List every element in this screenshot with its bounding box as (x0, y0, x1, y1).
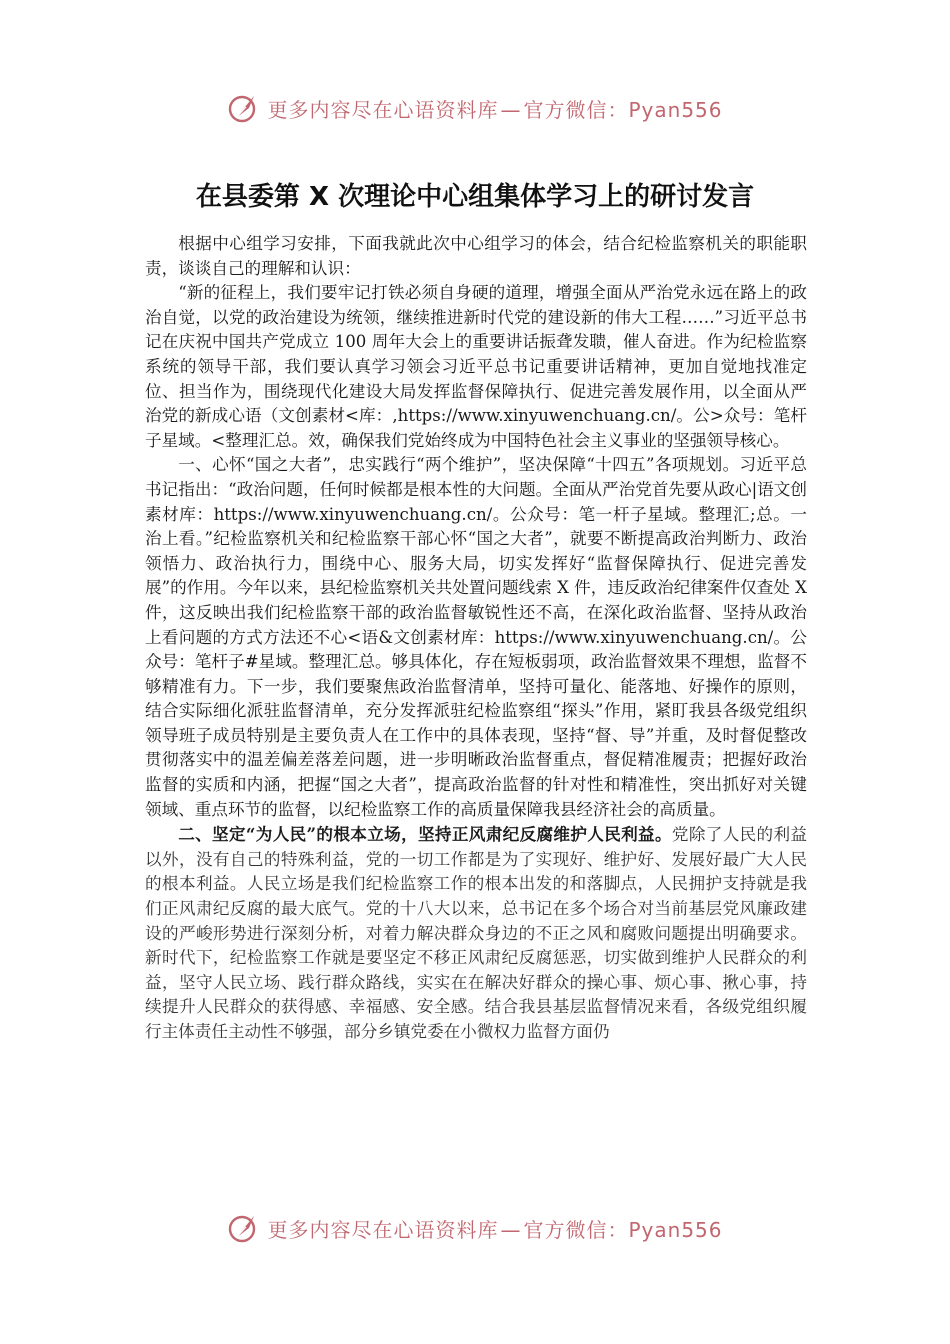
section-text: 党除了人民的利益以外，没有自己的特殊利益，党的一切工作都是为了实现好、维护好、发展好最广大人民的根本利益。人民立场是我们纪检监察工作的根本出发的和落脚点，人民拥护支持就是我们正风肃纪反腐的最大底气。党的十八大以来，总书记在多个场合对当前基层党风廉政建设的严峻形势进行深刻分析，对着力解决群众身边的不正之风和腐败问题提出明确要求。新时代下，纪检监察工作就是要坚定不移正风肃纪反腐惩恶，切实做到维护人民群众的利益，坚守人民立场、践行群众路线，实实在在解决好群众的操心事、烦心事、揪心事，持续提升人民群众的获得感、幸福感、安全感。结合我县基层监督情况来看，各级党组织履行主体责任主动性不够强，部分乡镇党委在小微权力监督方面仍 (145, 825, 808, 1041)
footer-banner (0, 1208, 950, 1248)
paragraph: 一、心怀“国之大者”，忠实践行“两个维护”，坚决保障“十四五”各项规划。习近平总书记指出：“政治问题，任何时候都是根本性的大问题。全面从严治党首先要从政心|语文创素材库：https://www.xinyuwenchuang.cn/。公众号：笔一杆子星域。整理汇;总。一治上看。”纪检监察机关和纪检监察干部心怀“国之大者”，就要不断提高政治判断力、政治领悟力、政治执行力，围绕中心、服务大局，切实发挥好“监督保障执行、促进完善发展”的作用。今年以来，县纪检监察机关共处置问题线索 X 件，违反政治纪律案件仅查处 X 件，这反映出我们纪检监察干部的政治监督敏锐性还不高，在深化政治监督、坚持从政治上看问题的方式方法还不心<语&文创素材库：https://www.xinyuwenchuang.cn/。公众号：笔杆子#星域。整理汇总。够具体化，存在短板弱项，政治监督效果不理想，监督不够精准有力。下一步，我们要聚焦政治监督清单，坚持可量化、能落地、好操作的原则，结合实际细化派驻监督清单，充分发挥派驻纪检监察组“探头”作用，紧盯我县各级党组织领导班子成员特别是主要负责人在工作中的具体表现，坚持“督、导”并重，及时督促整改贯彻落实中的温差偏差落差问题，进一步明晰政治监督重点，督促精准履责；把握好政治监督的实质和内涵，把握“国之大者”，提高政治监督的针对性和精准性，突出抓好对关键领域、重点环节的监督，以纪检监察工作的高质量保障我县经济社会的高质量。 (145, 455, 807, 819)
section-heading: 二、坚定“为人民”的根本立场，坚持正风肃纪反腐维护人民利益。 (178, 824, 672, 845)
quill-logo-icon (227, 91, 261, 125)
banner-text: 更多内容尽在心语资料库 — 官方微信：Pyan556 (267, 1217, 723, 1242)
paragraph (145, 822, 807, 1044)
document-title: 在县委第 X 次理论中心组集体学习上的研讨发言 (195, 182, 755, 212)
paragraph: “新的征程上，我们要牢记打铁必须自身硬的道理，增强全面从严治党永远在路上的政治自觉，以党的政治建设为统领，继续推进新时代党的建设新的伟大工程……”习近平总书记在庆祝中国共产党成立 100 周年大会上的重要讲话振聋发聩，催人奋进。作为纪检监察系统的领导干部，我们要认真学习领会习近平总书记重要讲话精神，更加自觉地找准定位、担当作为，围绕现代化建设大局发挥监督保障执行、促进完善发展作用，以全面从严治党的新成心语（文创素材<库：,https://www.xinyuwenchuang.cn/。公>众号：笔杆子星域。<整理汇总。效，确保我们党始终成为中国特色社会主义事业的坚强领导核心。 (145, 283, 807, 450)
paragraph: 根据中心组学习安排，下面我就此次中心组学习的体会，结合纪检监察机关的职能职责，谈谈自己的理解和认识： (145, 234, 807, 278)
document-body (145, 232, 807, 1045)
banner-text: 更多内容尽在心语资料库 — 官方微信：Pyan556 (267, 97, 723, 122)
quill-logo-icon (227, 1211, 261, 1245)
header-banner (0, 88, 950, 128)
